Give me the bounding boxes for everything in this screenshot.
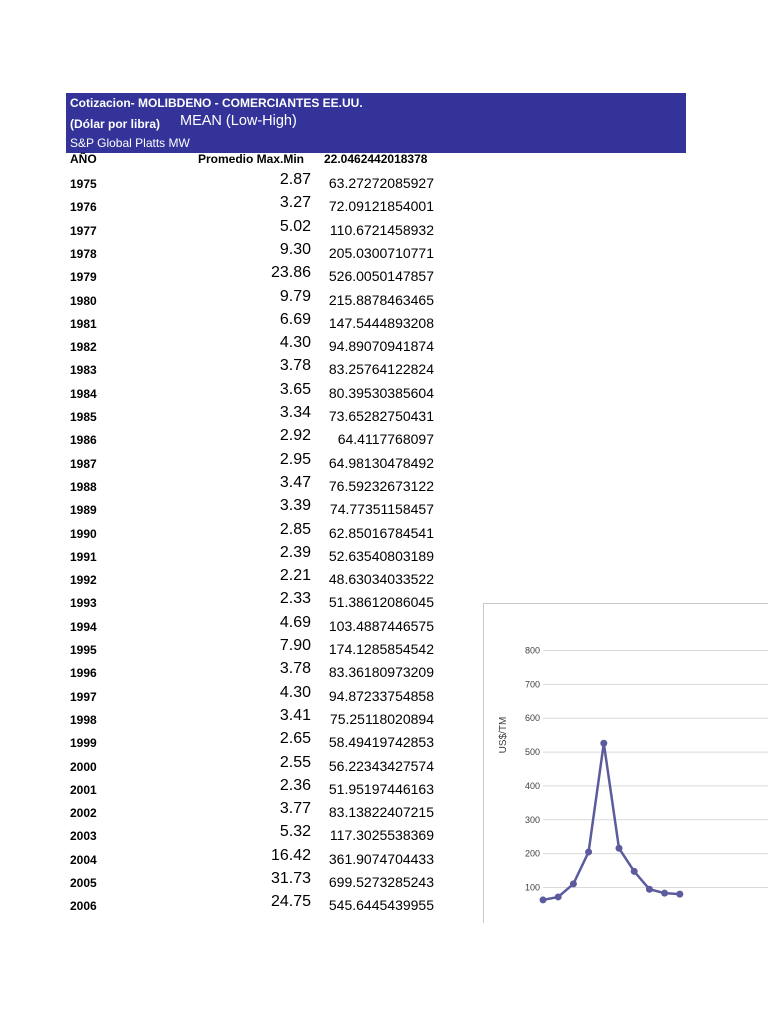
converted-cell: 526.0050147857 [328,268,434,285]
data-point [540,896,547,903]
average-cell: 3.27 [279,194,311,212]
y-tick-label: 300 [524,814,540,825]
table-row [0,288,480,311]
converted-cell: 72.09121854001 [328,198,434,215]
average-cell: 2.85 [279,520,311,538]
data-point [585,848,592,855]
data-point [661,890,668,897]
series-line [543,743,680,900]
data-point [616,845,623,852]
average-cell: 6.69 [279,310,311,328]
converted-cell: 103.4887446575 [328,617,434,634]
average-cell: 4.69 [279,613,311,631]
data-point [555,893,562,900]
average-cell: 2.95 [279,450,311,468]
year-cell: 1981 [70,316,97,331]
converted-cell: 94.87233754858 [328,687,434,704]
table-row [0,357,480,380]
year-cell: 2003 [70,829,97,844]
table-row [0,800,480,823]
year-cell: 1979 [70,270,97,285]
average-cell: 2.55 [279,753,311,771]
y-tick-label: 100 [524,882,540,893]
average-cell: 3.34 [279,404,311,421]
average-cell: 2.21 [279,567,311,585]
y-tick-label: 700 [524,679,540,690]
average-cell: 23.86 [270,264,311,282]
year-cell: 2006 [70,899,97,914]
table-row [0,404,480,427]
year-cell: 1988 [70,479,97,494]
converted-cell: 51.38612086045 [328,594,434,611]
converted-cell: 62.85016784541 [328,524,434,541]
converted-cell: 361.9074704433 [328,850,434,867]
table-row [0,171,480,194]
column-header-year: AÑO [70,152,97,166]
converted-cell: 80.39530385604 [328,384,434,401]
average-cell: 5.02 [279,217,311,235]
table-row [0,474,480,497]
table-row [0,544,480,567]
data-point [631,868,638,875]
average-cell: 2.87 [279,171,311,188]
year-cell: 1982 [70,340,97,355]
y-tick-label: 200 [524,848,540,859]
converted-cell: 205.0300710771 [328,244,434,261]
converted-cell: 64.4117768097 [337,431,434,448]
average-cell: 2.36 [279,776,311,794]
year-cell: 1986 [70,433,97,448]
table-row [0,311,480,334]
year-cell: 1992 [70,573,97,588]
table-row [0,777,480,800]
table-row [0,264,480,287]
table-row [0,730,480,753]
average-cell: 3.77 [279,800,311,818]
converted-cell: 117.3025538369 [329,827,434,844]
column-header-average: Promedio Max.Min [198,152,305,166]
year-cell: 1995 [70,643,97,657]
y-tick-label: 800 [524,645,540,656]
year-cell: 1990 [70,526,97,541]
converted-cell: 83.25764122824 [328,361,434,378]
average-cell: 3.78 [279,357,311,375]
converted-cell: 73.65282750431 [328,408,434,424]
table-row [0,497,480,520]
year-cell: 2000 [70,759,97,774]
year-cell: 1999 [70,736,97,751]
data-point [646,886,653,893]
column-header-factor: 22.0462442018378 [324,152,428,166]
average-cell: 16.42 [270,846,311,864]
converted-cell: 56.22343427574 [328,757,434,774]
table-row [0,194,480,217]
y-tick-label: 600 [524,713,540,724]
table-row [0,823,480,846]
table-row [0,893,480,916]
average-cell: 3.39 [279,497,311,515]
year-cell: 1997 [70,689,97,704]
year-cell: 1983 [70,363,97,378]
unit-label: (Dólar por libra) [70,117,161,131]
year-cell: 1998 [70,712,97,727]
table-row [0,847,480,870]
table-row [0,684,480,707]
table-row [0,451,480,474]
sheet-title: Cotizacion- MOLIBDENO - COMERCIANTES EE.UU. [70,96,363,110]
average-cell: 3.78 [279,660,311,678]
converted-cell: 110.6721458932 [329,221,434,238]
year-cell: 1984 [70,386,97,401]
year-cell: 1980 [70,293,97,308]
average-cell: 24.75 [270,893,311,911]
converted-cell: 94.89070941874 [328,338,434,355]
year-cell: 1989 [70,503,97,518]
average-cell: 9.30 [279,240,311,258]
converted-cell: 48.63034033522 [328,571,434,588]
table-row [0,614,480,637]
average-cell: 31.73 [270,870,311,887]
source-label: S&P Global Platts MW [70,136,190,150]
converted-cell: 215.8878463465 [328,291,434,308]
year-cell: 2005 [70,876,97,890]
average-cell: 2.39 [279,543,311,561]
converted-cell: 699.5273285243 [328,874,434,890]
converted-cell: 174.1285854542 [328,641,434,657]
table-row [0,381,480,404]
converted-cell: 74.77351158457 [329,501,434,518]
y-axis-label: US$/TM [498,716,509,754]
average-cell: 2.33 [279,590,311,608]
converted-cell: 52.63540803189 [328,547,434,564]
average-cell: 3.41 [279,706,311,724]
converted-cell: 58.49419742853 [328,734,434,751]
converted-cell: 147.5444893208 [328,314,434,331]
average-cell: 9.79 [279,287,311,305]
year-cell: 1985 [70,410,97,424]
converted-cell: 83.36180973209 [328,664,434,681]
converted-cell: 63.27272085927 [328,175,434,191]
table-row [0,707,480,730]
converted-cell: 64.98130478492 [328,454,434,471]
table-row [0,567,480,590]
table-row [0,241,480,264]
table-row [0,334,480,357]
year-cell: 1976 [70,200,97,215]
data-point [676,891,683,898]
average-cell: 3.65 [279,380,311,398]
average-cell: 2.92 [279,427,311,445]
average-cell: 7.90 [279,637,311,654]
table-row [0,637,480,660]
table-row [0,427,480,450]
y-tick-label: 500 [524,747,540,758]
table-row [0,521,480,544]
year-cell: 1993 [70,596,97,611]
year-cell: 2004 [70,852,97,867]
average-cell: 2.65 [279,730,311,748]
year-cell: 1978 [70,246,97,261]
table-row [0,660,480,683]
converted-cell: 83.13822407215 [328,804,434,821]
table-row [0,218,480,241]
average-cell: 4.30 [279,683,311,701]
converted-cell: 75.25118020894 [329,710,434,727]
year-cell: 1975 [70,177,97,191]
mean-label: MEAN (Low-High) [180,113,297,129]
year-cell: 1994 [70,619,97,634]
converted-cell: 545.6445439955 [328,897,434,914]
data-point [570,880,577,887]
converted-cell: 76.59232673122 [328,477,434,494]
average-cell: 5.32 [279,823,311,841]
average-cell: 3.47 [279,473,311,491]
data-point [600,740,607,747]
year-cell: 2001 [70,782,97,797]
year-cell: 1987 [70,456,97,471]
table-row [0,870,480,893]
year-cell: 1991 [70,549,97,564]
year-cell: 2002 [70,806,97,821]
converted-cell: 51.95197446163 [328,780,434,797]
year-cell: 1977 [70,223,97,238]
average-cell: 4.30 [279,334,311,352]
price-chart [483,603,768,916]
y-tick-label: 400 [524,780,540,791]
year-cell: 1996 [70,666,97,681]
table-row [0,754,480,777]
table-row [0,590,480,613]
